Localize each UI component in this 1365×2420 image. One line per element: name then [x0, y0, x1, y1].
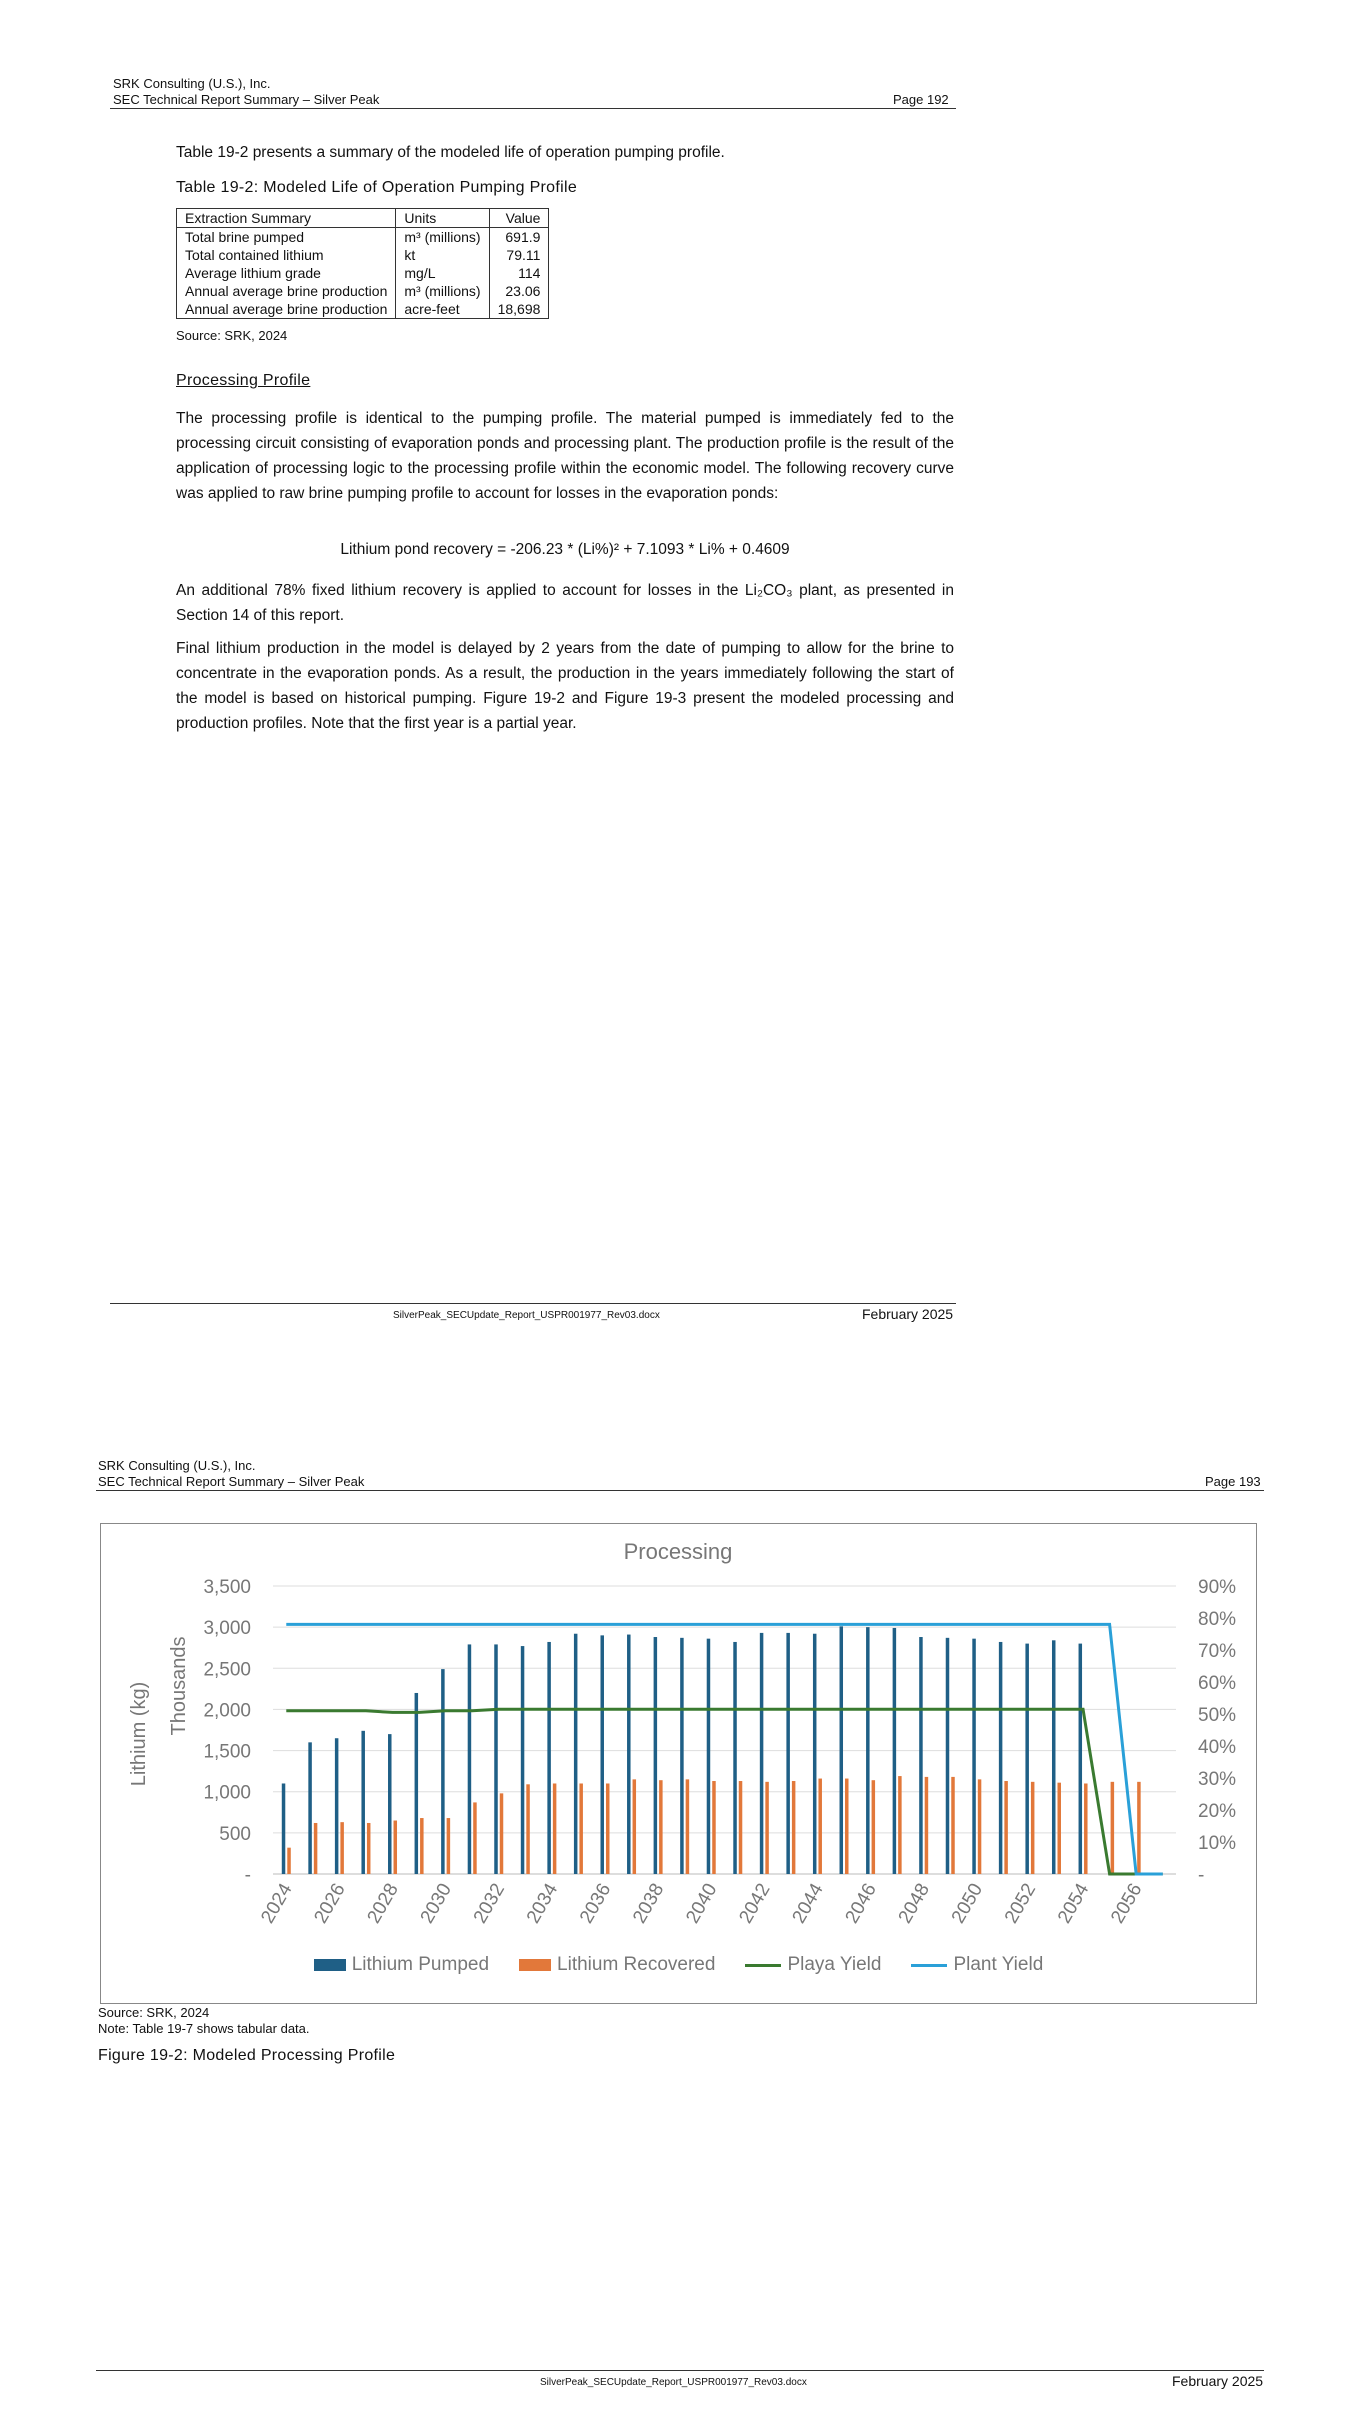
y-axis-units-label: Thousands	[168, 1636, 190, 1736]
x-tick-label: 2046	[841, 1880, 881, 1928]
legend-swatch-lithium-recovered	[519, 1959, 551, 1971]
table-cell: Total brine pumped	[177, 228, 396, 247]
table-row	[177, 282, 549, 300]
bar-lithium-pumped	[946, 1638, 950, 1874]
x-tick-label: 2024	[257, 1880, 297, 1928]
bar-lithium-pumped	[999, 1642, 1003, 1874]
legend-label-plant-yield: Plant Yield	[953, 1954, 1044, 1975]
bar-lithium-recovered	[340, 1822, 344, 1874]
table-row	[177, 264, 549, 282]
table-cell: mg/L	[396, 264, 489, 282]
page2-report-title: SEC Technical Report Summary – Silver Peak	[98, 1474, 365, 1489]
page2-footer-rule	[96, 2370, 1264, 2371]
y2-tick-label: 70%	[1198, 1641, 1237, 1662]
y2-tick-label: 20%	[1198, 1801, 1237, 1822]
bar-lithium-recovered	[1111, 1782, 1115, 1874]
bar-lithium-pumped	[866, 1627, 870, 1874]
legend-swatch-plant-yield	[911, 1964, 947, 1967]
table-cell: Extraction Summary	[177, 209, 396, 228]
x-tick-label: 2038	[629, 1880, 669, 1928]
legend-label-playa-yield: Playa Yield	[787, 1954, 882, 1975]
table-cell: Units	[396, 209, 489, 228]
bar-lithium-recovered	[1084, 1783, 1088, 1874]
bar-lithium-pumped	[972, 1639, 976, 1874]
table-cell: Total contained lithium	[177, 246, 396, 264]
bar-lithium-recovered	[473, 1802, 477, 1874]
bar-lithium-pumped	[1079, 1644, 1083, 1874]
page1-footer-file: SilverPeak_SECUpdate_Report_USPR001977_Rev03.docx	[393, 1310, 660, 1321]
table-cell: m³ (millions)	[396, 282, 489, 300]
x-tick-label: 2048	[894, 1880, 935, 1928]
page2-footer-date: February 2025	[1172, 2373, 1264, 2389]
bar-lithium-recovered	[526, 1784, 530, 1874]
y-tick-label: 500	[219, 1823, 251, 1845]
page1-intro: Table 19-2 presents a summary of the modeled life of operation pumping profile.	[176, 144, 725, 161]
x-tick-label: 2050	[947, 1880, 988, 1928]
bar-lithium-pumped	[335, 1738, 339, 1874]
y2-tick-label: 40%	[1198, 1737, 1237, 1758]
bar-lithium-recovered	[579, 1783, 583, 1874]
bar-lithium-pumped	[654, 1637, 658, 1874]
bar-lithium-recovered	[606, 1783, 610, 1874]
chart-legend	[101, 1954, 1256, 1976]
y-tick-label: -	[244, 1865, 251, 1886]
y-tick-label: 2,500	[203, 1659, 251, 1681]
chart-title: Processing	[623, 1539, 733, 1564]
table-cell: Annual average brine production	[177, 300, 396, 319]
y-tick-label: 3,500	[203, 1577, 251, 1598]
table-cell: m³ (millions)	[396, 228, 489, 247]
x-tick-label: 2036	[575, 1880, 616, 1928]
page2-footer-file: SilverPeak_SECUpdate_Report_USPR001977_Rev03.docx	[540, 2377, 807, 2388]
legend-swatch-playa-yield	[745, 1964, 781, 1967]
extraction-summary-table	[176, 208, 549, 319]
bar-lithium-recovered	[978, 1779, 982, 1874]
bar-lithium-pumped	[441, 1669, 445, 1874]
bar-lithium-recovered	[1057, 1783, 1061, 1874]
bar-lithium-recovered	[447, 1818, 451, 1874]
legend-item-lithium-pumped	[314, 1954, 489, 1976]
x-tick-label: 2052	[1000, 1880, 1041, 1928]
x-tick-label: 2030	[416, 1880, 456, 1928]
bar-lithium-recovered	[712, 1781, 716, 1874]
page1-header-rule	[110, 108, 956, 109]
y-tick-label: 2,000	[203, 1700, 251, 1722]
bar-lithium-recovered	[659, 1780, 663, 1874]
bar-lithium-recovered	[553, 1783, 557, 1874]
bar-lithium-pumped	[468, 1644, 472, 1874]
paragraph-production-delay: Final lithium production in the model is delayed by 2 years from the date of pumping to allow for the brine to concentrate in the evaporation ponds. As a result, the production in the years immediately following the start of the model is based on historical pumping. Figure 19-2 and Figure 19-3 present the modeled processing and production profiles. Note that the first year is a partial year.	[176, 640, 954, 732]
legend-label-lithium-pumped: Lithium Pumped	[351, 1954, 490, 1975]
y2-tick-label: -	[1198, 1865, 1205, 1886]
table-cell: 114	[489, 264, 549, 282]
y2-tick-label: 80%	[1198, 1609, 1237, 1630]
y2-tick-label: 50%	[1198, 1705, 1237, 1726]
bar-lithium-recovered	[765, 1782, 769, 1874]
legend-swatch-lithium-pumped	[314, 1959, 346, 1971]
figure-source: Source: SRK, 2024	[98, 2005, 210, 2020]
bar-lithium-recovered	[287, 1848, 291, 1874]
recovery-equation: Lithium pond recovery = -206.23 * (Li%)² + 7.1093 * Li% + 0.4609	[340, 541, 790, 558]
processing-chart	[100, 1523, 1257, 2004]
table-cell: 691.9	[489, 228, 549, 247]
legend-label-lithium-recovered: Lithium Recovered	[557, 1954, 716, 1975]
page2-page-number: Page 193	[1205, 1474, 1261, 1489]
bar-lithium-recovered	[792, 1781, 796, 1874]
bar-lithium-pumped	[813, 1634, 817, 1874]
x-tick-label: 2042	[735, 1880, 775, 1928]
bar-lithium-pumped	[893, 1628, 897, 1874]
section-heading: Processing Profile	[176, 372, 311, 389]
bar-lithium-recovered	[420, 1818, 424, 1874]
page1-report-title: SEC Technical Report Summary – Silver Peak	[113, 92, 380, 107]
x-tick-label: 2028	[363, 1880, 403, 1928]
bar-lithium-pumped	[680, 1638, 684, 1874]
bar-lithium-pumped	[308, 1742, 312, 1874]
bar-lithium-recovered	[500, 1793, 504, 1874]
bar-lithium-pumped	[521, 1646, 525, 1874]
bar-lithium-recovered	[1004, 1781, 1008, 1874]
bar-lithium-pumped	[760, 1633, 764, 1874]
bar-lithium-recovered	[898, 1776, 902, 1874]
bar-lithium-recovered	[951, 1777, 955, 1874]
x-tick-label: 2032	[469, 1880, 510, 1928]
table-row	[177, 300, 549, 319]
page2-company: SRK Consulting (U.S.), Inc.	[98, 1458, 256, 1473]
table-cell: acre-feet	[396, 300, 489, 319]
y-tick-label: 3,000	[203, 1618, 251, 1640]
bar-lithium-recovered	[1137, 1782, 1141, 1874]
table-source: Source: SRK, 2024	[176, 328, 288, 343]
figure-note: Note: Table 19-7 shows tabular data.	[98, 2021, 310, 2036]
page2-header-rule	[96, 1490, 1264, 1491]
bar-lithium-recovered	[1031, 1782, 1035, 1874]
x-tick-label: 2026	[310, 1880, 350, 1928]
table-cell: 79.11	[489, 246, 549, 264]
x-tick-label: 2040	[682, 1880, 722, 1928]
y2-tick-label: 10%	[1198, 1833, 1237, 1854]
x-tick-label: 2054	[1054, 1880, 1094, 1928]
bar-lithium-recovered	[633, 1779, 637, 1874]
bar-lithium-recovered	[394, 1821, 398, 1874]
y-axis-label: Lithium (kg)	[128, 1681, 150, 1787]
x-tick-label: 2034	[522, 1880, 563, 1928]
bar-lithium-pumped	[733, 1642, 737, 1874]
bar-lithium-pumped	[1025, 1644, 1029, 1874]
legend-item-playa-yield	[745, 1954, 881, 1976]
table-header-row	[177, 209, 549, 228]
table-row	[177, 228, 549, 247]
x-tick-label: 2044	[788, 1880, 828, 1928]
legend-item-plant-yield	[911, 1954, 1043, 1976]
y-tick-label: 1,000	[203, 1782, 251, 1804]
bar-lithium-pumped	[415, 1693, 419, 1874]
table-cell: 18,698	[489, 300, 549, 319]
bar-lithium-pumped	[494, 1644, 498, 1874]
table-19-2-caption: Table 19-2: Modeled Life of Operation Pumping Profile	[176, 179, 578, 196]
bar-lithium-pumped	[1052, 1640, 1056, 1874]
y-tick-label: 1,500	[203, 1741, 251, 1763]
y2-tick-label: 90%	[1198, 1577, 1237, 1598]
figure-19-2-caption: Figure 19-2: Modeled Processing Profile	[98, 2047, 396, 2064]
bar-lithium-pumped	[627, 1635, 631, 1874]
bar-lithium-pumped	[282, 1783, 286, 1874]
bar-lithium-pumped	[547, 1642, 551, 1874]
page1-page-number: Page 192	[893, 92, 949, 107]
table-cell: Average lithium grade	[177, 264, 396, 282]
table-row	[177, 246, 549, 264]
bar-lithium-pumped	[574, 1634, 578, 1874]
bar-lithium-pumped	[840, 1626, 844, 1874]
chart-svg	[101, 1524, 1256, 1944]
table-cell: 23.06	[489, 282, 549, 300]
bar-lithium-pumped	[600, 1635, 604, 1874]
legend-item-lithium-recovered	[519, 1954, 715, 1976]
bar-lithium-recovered	[367, 1823, 371, 1874]
bar-lithium-pumped	[707, 1639, 711, 1874]
page1-footer-date: February 2025	[862, 1306, 954, 1322]
y2-tick-label: 60%	[1198, 1673, 1237, 1694]
y2-tick-label: 30%	[1198, 1769, 1237, 1790]
bar-lithium-recovered	[818, 1779, 822, 1874]
x-tick-label: 2056	[1107, 1880, 1147, 1928]
bar-lithium-pumped	[786, 1633, 790, 1874]
bar-lithium-pumped	[919, 1637, 923, 1874]
paragraph-processing: The processing profile is identical to the pumping profile. The material pumped is immediately fed to the processing circuit consisting of evaporation ponds and processing plant. The production profile is the result of the application of processing logic to the processing profile within the economic model. The following recovery curve was applied to raw brine pumping profile to account for losses in the evaporation ponds:	[176, 410, 954, 502]
paragraph-plant-recovery: An additional 78% fixed lithium recovery is applied to account for losses in the Li₂CO₃ plant, as presented in Section 14 of this report.	[176, 582, 954, 624]
table-cell: Value	[489, 209, 549, 228]
bar-lithium-recovered	[739, 1781, 743, 1874]
bar-lithium-recovered	[925, 1777, 929, 1874]
bar-lithium-pumped	[361, 1731, 365, 1874]
table-cell: kt	[396, 246, 489, 264]
table-cell: Annual average brine production	[177, 282, 396, 300]
bar-lithium-recovered	[314, 1823, 318, 1874]
page1-footer-rule	[110, 1303, 956, 1304]
bar-lithium-recovered	[686, 1779, 690, 1874]
bar-lithium-recovered	[845, 1779, 849, 1874]
page1-company: SRK Consulting (U.S.), Inc.	[113, 76, 271, 91]
bar-lithium-pumped	[388, 1734, 392, 1874]
bar-lithium-recovered	[872, 1780, 876, 1874]
